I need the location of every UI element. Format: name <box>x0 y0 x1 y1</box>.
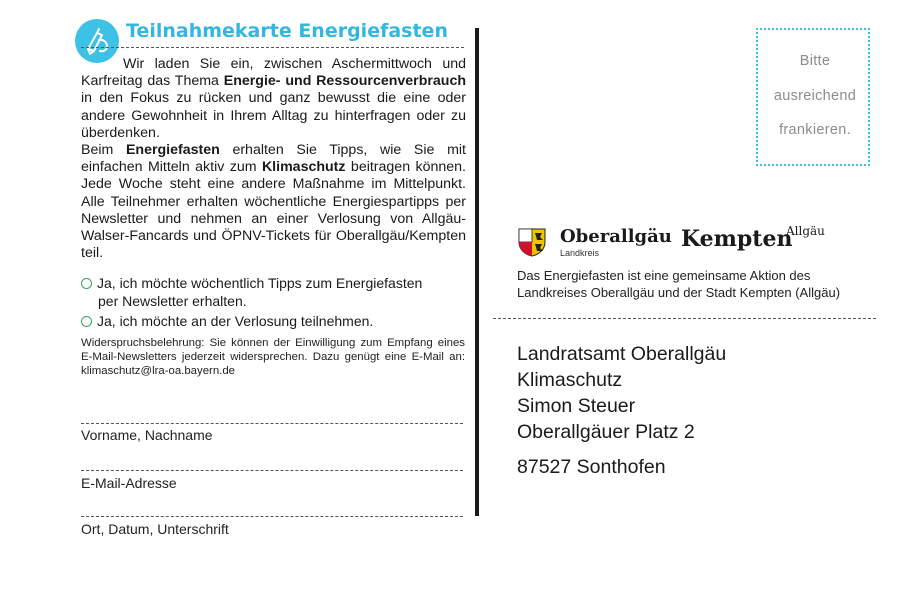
joint-action-note: Das Energiefasten ist eine gemeinsame Aktion des Landkreises Oberallgäu und der Stadt Kempten (Allgäu) <box>517 268 841 300</box>
signature-line[interactable] <box>81 516 463 517</box>
option-newsletter[interactable] <box>81 275 461 310</box>
signature-label: Ort, Datum, Unterschrift <box>81 521 229 537</box>
vertical-divider <box>475 28 479 516</box>
address-line-4: Oberallgäuer Platz 2 <box>517 421 695 443</box>
address-line-3: Simon Steuer <box>517 395 636 417</box>
radio-newsletter[interactable] <box>81 278 92 289</box>
option-newsletter-label-1: Ja, ich möchte wöchentlich Tipps zum Energiefasten <box>97 275 423 291</box>
address-city: 87527 Sonthofen <box>517 456 666 478</box>
title-divider <box>81 47 464 48</box>
option-newsletter-label-2: per Newsletter erhalten. <box>98 292 247 309</box>
disclaimer: Widerspruchsbelehrung: Sie können der Einwilligung zum Empfang eines E-Mail-Newsletters jederzeit widersprechen. Dazu genügt eine E-Mail an: klimaschutz@lra-oa.bayern.de <box>81 337 465 377</box>
card-title: Teilnahmekarte Energiefasten <box>126 20 448 42</box>
name-label: Vorname, Nachname <box>81 427 213 443</box>
radio-raffle[interactable] <box>81 316 92 327</box>
stamp-line-2: ausreichend <box>773 88 857 104</box>
name-line[interactable] <box>81 423 463 424</box>
coat-of-arms-icon <box>517 227 547 262</box>
address-divider <box>493 318 876 319</box>
oberallgaeu-logo-text: Oberallgäu <box>560 226 672 247</box>
email-label: E-Mail-Adresse <box>81 475 177 491</box>
option-raffle[interactable] <box>81 313 461 331</box>
email-line[interactable] <box>81 470 463 471</box>
address-line-1: Landratsamt Oberallgäu <box>517 343 727 365</box>
stamp-line-1: Bitte <box>799 53 831 69</box>
address-line-2: Klimaschutz <box>517 369 623 391</box>
stamp-box <box>756 28 870 166</box>
option-raffle-label: Ja, ich möchte an der Verlosung teilnehmen. <box>97 313 374 329</box>
kempten-logo-text: Kempten <box>681 226 793 252</box>
stamp-line-3: frankieren. <box>779 122 851 138</box>
intro-text: Wir laden Sie ein, zwischen Aschermittwoch und Karfreitag das Thema Energie- und Ressourcenverbrauch in den Fokus zu rücken und ganz bewusst die eine oder andere Gewohnheit in Ihrem Alltag zu hinterfragen oder zu überdenken. Beim Energiefasten erhalten Sie Tipps, wie Sie mit einfachen Mitteln aktiv zum Klimaschutz beitragen können. Jede Woche steht eine andere Maßnahme im Mittelpunkt. Alle Teilnehmer erhalten wöchentliche Energiespartipps per Newsletter und nehmen an einer Verlosung von Allgäu-Walser-Fancards und ÖPNV-Tickets für Oberallgäu/Kempten teil. <box>81 56 467 262</box>
kempten-allgaeu-superscript: Allgäu <box>786 224 825 238</box>
landkreis-label: Landkreis <box>560 248 600 258</box>
